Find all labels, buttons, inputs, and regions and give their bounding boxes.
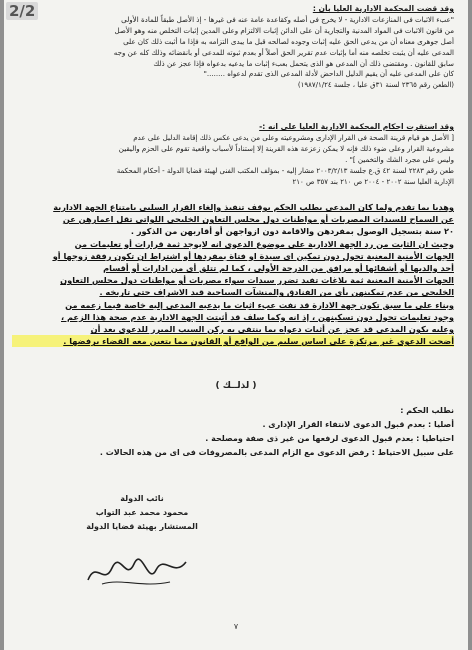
document-page	[4, 0, 468, 650]
paragraph: وجود تعليمات تحول دون تسكينهن ، إذ انه وكما سلف قد أثبتت الجهة الادارية عدم صحة هذا الزعم ،	[61, 311, 454, 322]
paragraph: وليس على مجرد الشك والتخمين ]" .	[345, 154, 454, 164]
paragraph: ٢٠ سنة بتسجيل الوصول بمفردهن والاقامة دون ازواجهن أو أقاربهن من الذكور .	[130, 226, 454, 237]
request-item: احتياطيا : بعدم قبول الدعوى لرفعها من غير ذى صفة ومصلحة .	[205, 434, 454, 443]
requests-heading: نطلب الحكم :	[400, 406, 454, 415]
paragraph: أحد والديها أو أشقائها أو مرافق من الدرجة الأولى ، كما لم تتلق أى من ادارات أو أقسام	[103, 263, 454, 274]
signer-name: محمود محمد عبد التواب	[95, 508, 189, 517]
page-counter: 2/2	[6, 2, 38, 20]
signer-title: نائب الدولة	[120, 494, 164, 503]
paragraph: أصل جوهرى معناه أن من يدعى الحق عليه إثبات وجوده لصالحه قبل ما يبدى التزامه به فإذا ما أثبت ذلك كان على	[123, 36, 454, 46]
argument-block	[12, 201, 454, 347]
principle-block-2	[14, 122, 454, 187]
handwritten-signature	[82, 552, 192, 592]
request-item: على سبيل الاحتياط : رفض الدعوى مع الزام المدعى بالمصروفات فى اى من هذه الحالات .	[99, 448, 454, 457]
section-heading-2: وقد استقرت احكام المحكمة الادارية العليا على انه :-	[259, 122, 454, 131]
paragraph: [ الأصل هو قيام قرينة الصحة فى القرار الإدارى ومشروعيته وعلى من يدعى عكس ذلك إقامة الدليل على عدم	[133, 132, 454, 142]
paragraph: المدعى عليه أن يثبت تخلصه منه أما بإثبات عدم تقرير الحق أصلاً أو بعدم ثبوته للمدعى أو بانقضائه وذلك كله عن وجه	[113, 47, 454, 57]
paragraph: سابق للقانون . ومقتضى ذلك أن المدعى هو الذى يتحمل بعبء إثبات ما يدعيه بدعواه فإذا عجز عن ذلك	[153, 58, 454, 68]
citation: طعن رقم ٢٢٨٣ لسنة ٤٢ ق.ع جلسة ٢٠٠٣/٢/١٣ مشار إليه - بمؤلف المكتب الفنى لهيئة قضايا الدولة - أحكام المحكمة	[116, 166, 454, 175]
paragraph: الجهات الأمنية المعنية تحول دون تمكين اى سيدة او فتاة بمفردها أو اشتراط ان تكون رفقة زوجها أو	[52, 250, 454, 261]
paragraph: وبناء على ما سبق تكون جهة الادارة قد نفت عبء اثبات ما يدعيه المدعى إليه خاصة فيما زعمه من	[65, 299, 454, 310]
paragraph: من قانون الاثبات فى المواد المدنية والتجارية أن على الدائن إثبات الالتزام وعلى المدين إثبات التخلص منه وهو الأصل	[114, 25, 454, 35]
paragraph: وهديا بما تقدم ولما كان المدعى يطلب الحكم بوقف تنفيذ وإلغاء القرار السلبى بامتناع الجهة الادارية	[53, 202, 454, 212]
citation: الإدارية العليا سنة ٢٠٠٢ - ٢٠٠٤ ص ٢١٠ بند ٣٥٧ ص ٢١٠	[292, 177, 454, 186]
paragraph: كان على المدعى عليه أن يقيم الدليل الداحض لأدلة المدعى الذى تقدم لدعواه ........"	[203, 69, 454, 79]
paragraph: "عبء الاثبات فى المنازعات الادارية - لا يخرج فى أصله وكقاعدة عامة عنه فى غيرها - إذ الأصل طبقاً للمادة الأولى	[121, 14, 454, 24]
signer-office: المستشار بهيئة قضايا الدولة	[86, 522, 198, 531]
signature-block	[62, 492, 222, 534]
section-heading-1: وقد قضت المحكمة الادارية العليا بأن :	[312, 4, 454, 13]
page-number: ٧	[233, 622, 239, 631]
paragraph: مشروعية القرار وعلى ضوء ذلك فإنه لا يمكن زعزعة هذه القرينة إلا إستناداً لأسباب واقعية تقوم على الحزم واليقين	[118, 143, 454, 153]
paragraph: عن السماح للسيدات المصريات أو مواطنات دول مجلس التعاون الخليجى اللواتى تقل اعمارهن عن	[62, 214, 454, 225]
paragraph: وعليه يكون المدعى قد عجز عن أثبات دعواه بما ينتفى به ركن السبب المبرر للدعوى بعد أن	[90, 324, 454, 335]
requests-block	[34, 404, 454, 460]
paragraph: الجهات الأمنية المعنية ثمة بلاغات تفيد تضرر سيدات سواء مصريات أو مواطنات دول مجلس التعاون	[60, 275, 454, 286]
principle-block-1	[34, 4, 454, 91]
citation: (الطعن رقم ٢٣٦٥ لسنة ٣١ق عليا ، جلسة ١٩٨٧/١/٢٤)	[297, 81, 454, 90]
for-these-reasons-heading: ( لذلــك )	[215, 381, 257, 391]
paragraph: وحيث ان الثابت من رد الجهة الادارية على موضوع الدعوى انه لايوجد ثمة قرارات أو تعليمات من	[74, 238, 454, 249]
request-item: أصليا : بعدم قبول الدعوى لانتفاء القرار الإدارى .	[262, 420, 454, 429]
paragraph: الخليجى من عدم تمكينهن بأى من الفنادق والمنشآت السياحية قيد الاشراف حتى تاريخه .	[99, 287, 454, 298]
highlighted-paragraph: أضحت الدعوى غير مرتكزة على اساس سليم من الواقع أو القانون مما يتعين معه القضاء برفضها .	[12, 335, 454, 347]
